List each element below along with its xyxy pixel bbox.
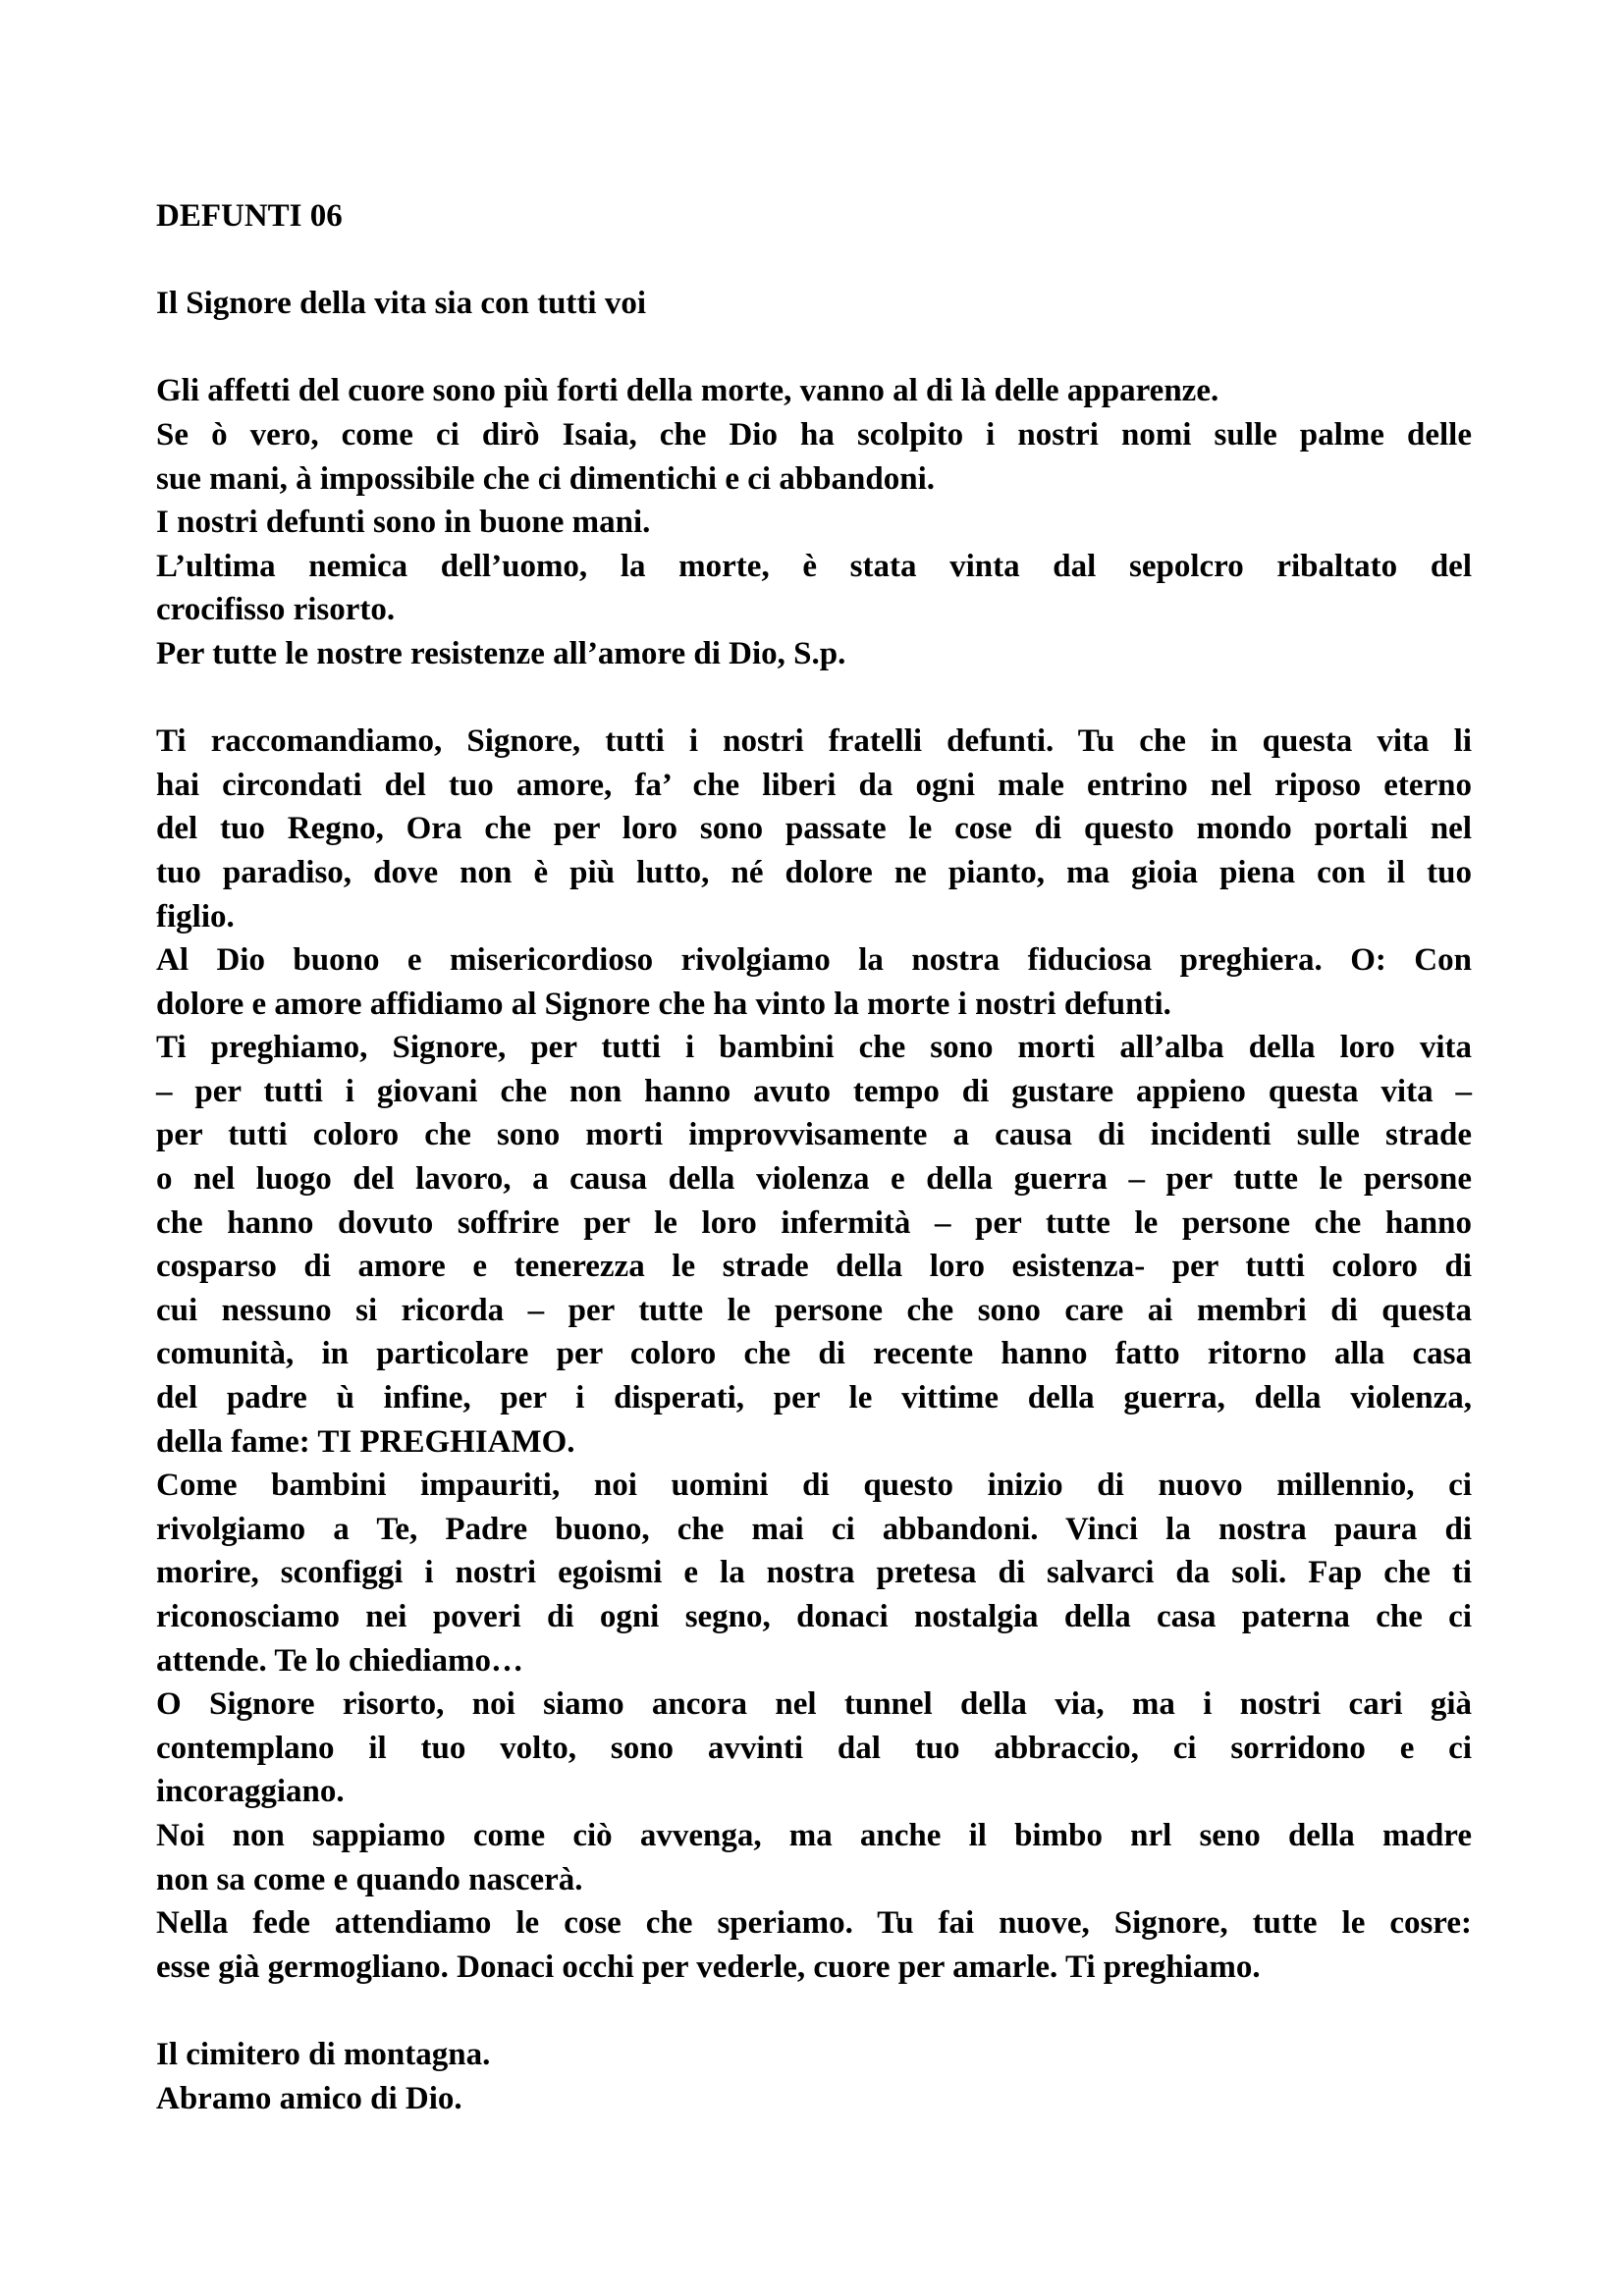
prayers-line: figlio. xyxy=(156,898,235,934)
prayers-line: del tuo Regno, Ora che per loro sono passate le cose di questo mondo portali nel xyxy=(156,811,1472,847)
greeting: Il Signore della vita sia con tutti voi xyxy=(156,286,646,322)
closing-line: Il cimitero di montagna. xyxy=(156,2036,491,2072)
prayers-line: o nel luogo del lavoro, a causa della violenza e della guerra – per tutte le persone xyxy=(156,1161,1472,1198)
prayers-line: Al Dio buono e misericordioso rivolgiamo la nostra fiduciosa preghiera. O: Con xyxy=(156,942,1472,979)
prayers-line: incoraggiano. xyxy=(156,1774,345,1810)
prayers-line: della fame: TI PREGHIAMO. xyxy=(156,1423,575,1460)
prayers-line: che hanno dovuto soffrire per le loro infermità – per tutte le persone che hanno xyxy=(156,1204,1472,1241)
document-title: DEFUNTI 06 xyxy=(156,198,343,234)
prayers-line: O Signore risorto, noi siamo ancora nel tunnel della via, ma i nostri cari già xyxy=(156,1686,1472,1723)
prayers-line: attende. Te lo chiediamo… xyxy=(156,1642,524,1679)
prayers-line: riconosciamo nei poveri di ogni segno, donaci nostalgia della casa paterna che ci xyxy=(156,1599,1472,1634)
prayers-paragraph xyxy=(156,720,1472,1989)
prayers-line: morire, sconfiggi i nostri egoismi e la nostra pretesa di salvarci da soli. Fap che ti xyxy=(156,1555,1472,1591)
prayers-line: del padre ù infine, per i disperati, per le vittime della guerra, della violenza, xyxy=(156,1380,1472,1416)
intro-line: Gli affetti del cuore sono più forti della morte, vanno al di là delle apparenze. xyxy=(156,373,1219,409)
prayers-line: Ti preghiamo, Signore, per tutti i bambini che sono morti all’alba della loro vita xyxy=(156,1030,1472,1066)
prayers-line: Nella fede attendiamo le cose che speriamo. Tu fai nuove, Signore, tutte le cosre: xyxy=(156,1905,1472,1942)
spacer xyxy=(156,239,1472,283)
prayers-line: dolore e amore affidiamo al Signore che ha vinto la morte i nostri defunti. xyxy=(156,986,1171,1022)
intro-paragraph xyxy=(156,369,1472,675)
intro-line: Per tutte le nostre resistenze all’amore di Dio, S.p. xyxy=(156,635,846,671)
closing-line: Abramo amico di Dio. xyxy=(156,2080,462,2116)
prayers-line: non sa come e quando nascerà. xyxy=(156,1861,583,1897)
document-body xyxy=(156,194,1472,2120)
prayers-line: tuo paradiso, dove non è più lutto, né dolore ne pianto, ma gioia piena con il tuo xyxy=(156,854,1472,890)
prayers-line: contemplano il tuo volto, sono avvinti dal tuo abbraccio, ci sorridono e ci xyxy=(156,1730,1472,1766)
spacer xyxy=(156,326,1472,370)
spacer xyxy=(156,676,1472,721)
prayers-line: cosparso di amore e tenerezza le strade della loro esistenza- per tutti coloro di xyxy=(156,1249,1472,1285)
prayers-line: – per tutti i giovani che non hanno avuto tempo di gustare appieno questa vita – xyxy=(156,1073,1472,1109)
closing-paragraph xyxy=(156,2033,1472,2120)
prayers-line: Noi non sappiamo come ciò avvenga, ma anche il bimbo nrl seno della madre xyxy=(156,1817,1472,1853)
prayers-line: comunità, in particolare per coloro che di recente hanno fatto ritorno alla casa xyxy=(156,1336,1472,1372)
intro-line: sue mani, à impossibile che ci dimentichi e ci abbandoni. xyxy=(156,460,935,497)
prayers-line: Ti raccomandiamo, Signore, tutti i nostri fratelli defunti. Tu che in questa vita li xyxy=(156,723,1472,760)
prayers-line: esse già germogliano. Donaci occhi per vederle, cuore per amarle. Ti preghiamo. xyxy=(156,1949,1261,1985)
intro-line: L’ultima nemica dell’uomo, la morte, è stata vinta dal sepolcro ribaltato del xyxy=(156,548,1472,584)
prayers-line: Come bambini impauriti, noi uomini di questo inizio di nuovo millennio, ci xyxy=(156,1468,1472,1504)
intro-line: I nostri defunti sono in buone mani. xyxy=(156,505,651,541)
spacer xyxy=(156,1989,1472,2033)
prayers-line: cui nessuno si ricorda – per tutte le persone che sono care ai membri di questa xyxy=(156,1292,1472,1328)
prayers-line: rivolgiamo a Te, Padre buono, che mai ci abbandoni. Vinci la nostra paura di xyxy=(156,1511,1472,1547)
prayers-line: hai circondati del tuo amore, fa’ che liberi da ogni male entrino nel riposo eterno xyxy=(156,767,1472,803)
intro-line: Se ò vero, come ci dirò Isaia, che Dio ha scolpito i nostri nomi sulle palme delle xyxy=(156,416,1472,453)
prayers-line: per tutti coloro che sono morti improvvisamente a causa di incidenti sulle strade xyxy=(156,1117,1472,1153)
intro-line: crocifisso risorto. xyxy=(156,592,396,628)
